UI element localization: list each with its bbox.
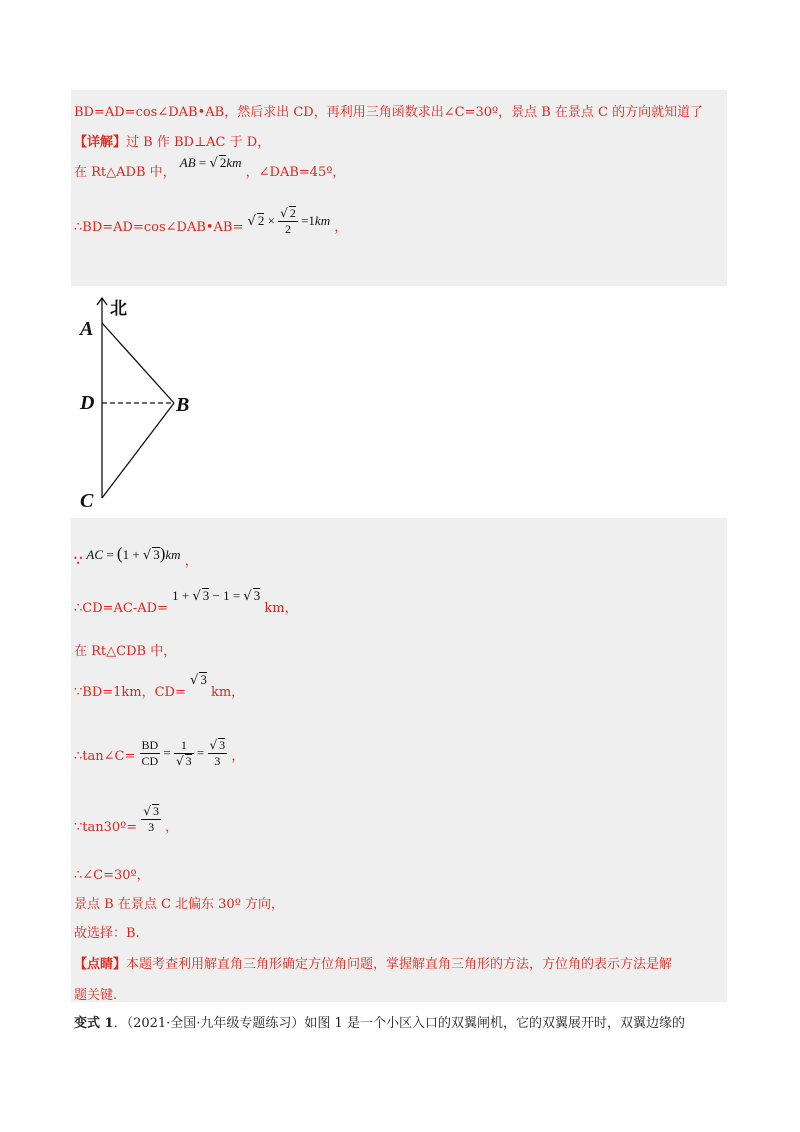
solution-line-3 <box>74 155 346 180</box>
solution-line-11: ∴∠C=30º， <box>74 868 150 883</box>
solution-line-8 <box>74 672 245 700</box>
geometry-figure <box>74 288 207 518</box>
solution-line-13: 故选择：B. <box>74 926 140 941</box>
line10-prefix: ∵tan30º= <box>74 820 138 835</box>
line3-prefix: 在 Rt△ADB 中， <box>74 165 176 180</box>
solution-line-12: 景点 B 在景点 C 北偏东 30º 方向， <box>74 897 284 912</box>
detail-tag: 【详解】 <box>74 135 127 150</box>
line5-prefix: ∵ <box>74 554 83 569</box>
point-b-label: B <box>176 394 190 416</box>
variant-text: ．（2021·全国·九年级专题练习）如图 1 是一个小区入口的双翼闸机，它的双翼展开时，双翼边缘的 <box>113 1016 685 1031</box>
line8-prefix: ∵BD=1km，CD= <box>74 685 186 700</box>
cd-value-formula: √ 3 <box>190 672 207 688</box>
ac-formula: AC = (1 + √ 3)km <box>86 544 181 563</box>
comment-text: 本题考查利用解直角三角形确定方位角问题，掌握解直角三角形的方法，方位角的表示方法是解 <box>126 957 673 972</box>
detail-text: 过 B 作 BD⊥AC 于 D， <box>126 135 271 150</box>
line8-suffix: km， <box>210 685 245 700</box>
line6-suffix: km， <box>264 601 298 616</box>
solution-line-7: 在 Rt△CDB 中， <box>74 644 177 659</box>
point-c-label: C <box>80 490 94 512</box>
point-a-label: A <box>80 318 94 340</box>
variant-label: 变式 1 <box>74 1016 114 1031</box>
line9-prefix: ∴tan∠C= <box>74 749 136 764</box>
solution-comment-line <box>74 953 672 972</box>
solution-line-9 <box>74 738 245 772</box>
solution-detail-line <box>74 131 270 150</box>
line10-suffix: ， <box>165 820 179 835</box>
point-d-label: D <box>80 392 95 414</box>
solution-line-15: 题关键. <box>74 988 118 1003</box>
line4-prefix: ∴BD=AD=cos∠DAB•AB= <box>74 220 244 235</box>
tan-c-formula: $\frac{BD}{CD}$ = $\frac{1}{√ 3}$ = $\frac{√ 3}{3}$ <box>141 738 226 768</box>
variant-question <box>74 1012 685 1031</box>
line3-suffix: ，∠DAB=45º， <box>245 165 346 180</box>
line4-suffix: ， <box>334 220 348 235</box>
line6-prefix: ∴CD=AC-AD= <box>74 601 168 616</box>
cd-formula: 1 + √ 3 − 1 = √ 3 <box>172 588 261 604</box>
line5-suffix: ， <box>184 554 198 569</box>
tan30-formula: $\frac{√ 3}{3}$ <box>143 804 159 834</box>
solution-line-5 <box>74 544 198 569</box>
solution-line-10 <box>74 804 179 843</box>
bd-formula: √ 2 × $\frac{√ 2}{2}$ =1km <box>247 206 331 236</box>
north-label: 北 <box>110 299 127 319</box>
comment-tag: 【点睛】 <box>74 957 127 972</box>
ab-length-formula: AB = √ 2km <box>179 155 242 171</box>
solution-line-6 <box>74 588 298 616</box>
line9-suffix: ， <box>231 749 245 764</box>
solution-line-1: BD=AD=cos∠DAB•AB，然后求出 CD，再利用三角函数求出∠C=30º，景点 B 在景点 C 的方向就知道了 <box>74 105 704 120</box>
solution-line-4 <box>74 206 348 243</box>
